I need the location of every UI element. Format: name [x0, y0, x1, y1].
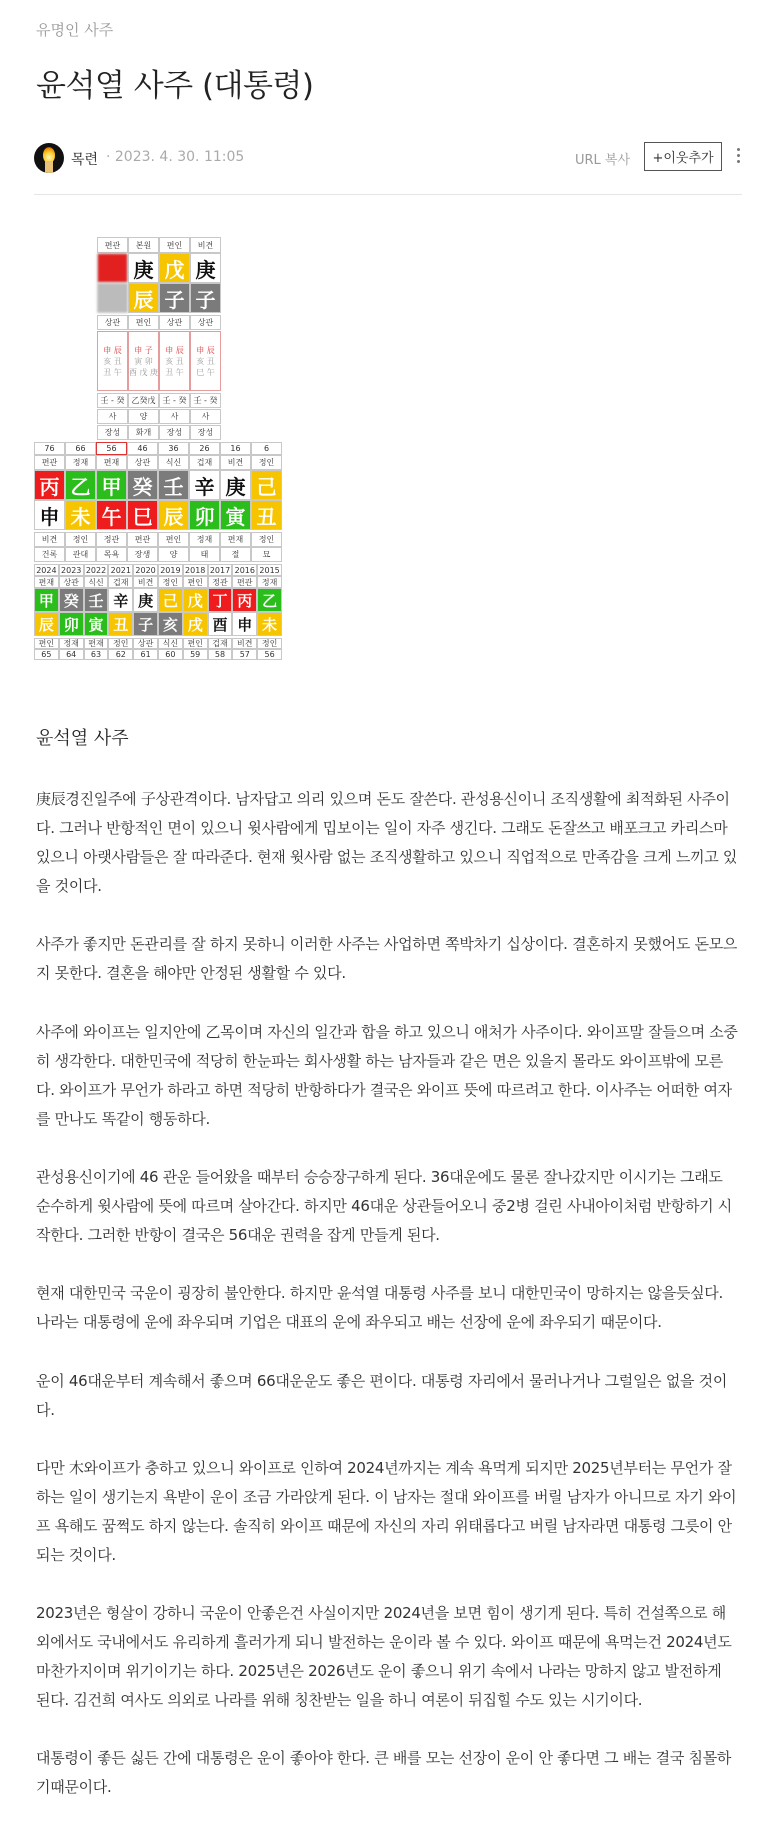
daeun-stem: 甲 [96, 470, 127, 500]
year-branch: 卯 [59, 612, 84, 636]
unseong: 양 [128, 409, 159, 424]
year-branch: 酉 [208, 612, 233, 636]
daeun-bottom2: 장생 [127, 547, 158, 562]
year-top: 편관 [232, 576, 257, 588]
year-bottom: 비견 [232, 638, 257, 649]
hidden-stem-text: 申 辰 [103, 345, 122, 355]
daeun-top: 상관 [127, 455, 158, 470]
paragraph: 관성용신이기에 46 관운 들어왔을 때부터 승승장구하게 된다. 36대운에도 물론 잘나갔지만 이시기는 그래도 순수하게 윗사람에 뜻에 따르며 살아간다. 하지만 46대운 상관들어오니 중2병 걸린 사내아이처럼 반항하기 시작한다. 그러한 반항이 결국은 56대운 권력을 잡게 만들게 된다. [36, 1168, 732, 1244]
year-label: 2020 [133, 564, 158, 576]
jijanggan: 壬 - 癸 [159, 393, 190, 408]
year-label: 2022 [84, 564, 109, 576]
paragraph: 운이 46대운부터 계속해서 좋으며 66대운운도 좋은 편이다. 대통령 자리에서 물러나거나 그럴일은 없을 것이다. [36, 1372, 728, 1419]
hidden-stems [159, 331, 190, 391]
pillar-branch: 子 [159, 283, 190, 313]
post-meta [34, 141, 742, 175]
hidden-stem-text: 申 辰 [196, 345, 215, 355]
hidden-stem-text: 丑 午 [165, 367, 184, 377]
year-branch: 戌 [183, 612, 208, 636]
year-age: 58 [208, 649, 233, 660]
year-top: 비견 [133, 576, 158, 588]
daeun-age: 6 [251, 442, 282, 455]
daeun-branch: 未 [65, 500, 96, 530]
daeun-stem: 己 [251, 470, 282, 500]
year-stem: 丁 [208, 588, 233, 612]
year-top: 정인 [158, 576, 183, 588]
daeun-bottom2: 묘 [251, 547, 282, 562]
daeun-top: 비견 [220, 455, 251, 470]
paragraph: 사주에 와이프는 일지안에 乙목이며 자신의 일간과 합을 하고 있으니 애처가 사주이다. 와이프말 잘들으며 소중히 생각한다. 대한민국에 적당히 한눈파는 회사생활 하는 남자들과 같은 면은 있을지 몰라도 와이프밖에 모른다. 와이프가 무언가 하라고 하면 적당히 반항하다가 결국은 와이프 뜻에 따르려고 한다. 이사주는 어떠한 여자를 만나도 똑같이 행동하다. [36, 1023, 738, 1128]
hidden-stem-text: 寅 卯 [134, 356, 153, 366]
year-age: 59 [183, 649, 208, 660]
daeun-bottom1: 편재 [220, 532, 251, 547]
paragraph: 2023년은 형살이 강하니 국운이 안좋은건 사실이지만 2024년을 보면 힘이 생기게 된다. 특히 건설쪽으로 해외에서도 국내에서도 유리하게 흘러가게 되니 발전하는 운이라 볼 수 있다. 와이프 때문에 욕먹는건 2024년도 마찬가지이며 위기이기는 하다. 2025년은 2026년도 운이 좋으니 위기 속에서 나라는 망하지 않고 발전하게 된다. 김건희 여사도 의외로 나라를 위해 칭찬받는 일을 하니 여론이 뒤집힐 수도 있는 시기이다. [36, 1604, 732, 1709]
year-top: 정재 [257, 576, 282, 588]
daeun-bottom1: 정인 [251, 532, 282, 547]
year-label: 2016 [232, 564, 257, 576]
year-stem: 壬 [84, 588, 109, 612]
hidden-stem-text: 申 子 [134, 345, 153, 355]
daeun-age: 16 [220, 442, 251, 455]
daeun-bottom2: 목욕 [96, 547, 127, 562]
year-label: 2023 [59, 564, 84, 576]
year-top: 편재 [34, 576, 59, 588]
pillar-branch: 子 [190, 283, 221, 313]
hidden-stem-text: 亥 丑 [196, 356, 215, 366]
daeun-age: 46 [127, 442, 158, 455]
hidden-stems [97, 331, 128, 391]
pillar-shipsin: 상관 [97, 315, 128, 330]
sinsal: 장성 [97, 425, 128, 440]
post-category[interactable]: 유명인 사주 [36, 21, 114, 39]
year-stem: 丙 [232, 588, 257, 612]
year-bottom: 정인 [108, 638, 133, 649]
daeun-top: 식신 [158, 455, 189, 470]
hidden-stem-text: 亥 丑 [165, 356, 184, 366]
pillar-stem: 戊 [159, 253, 190, 283]
year-branch: 辰 [34, 612, 59, 636]
year-bottom: 편인 [183, 638, 208, 649]
year-stem: 戊 [183, 588, 208, 612]
year-age: 63 [84, 649, 109, 660]
year-age: 62 [108, 649, 133, 660]
daeun-top: 편관 [34, 455, 65, 470]
year-top: 식신 [84, 576, 109, 588]
daeun-bottom2: 관대 [65, 547, 96, 562]
paragraph: 사주가 좋지만 돈관리를 잘 하지 못하니 이러한 사주는 사업하면 쪽박차기 십상이다. 결혼하지 못했어도 돈모으지 못한다. 결혼을 해야만 안정된 생활할 수 있다. [36, 935, 738, 982]
year-branch: 子 [133, 612, 158, 636]
daeun-top: 편재 [96, 455, 127, 470]
daeun-age: 76 [34, 442, 65, 455]
author-name[interactable]: 목련 [71, 152, 99, 168]
paragraph: 다만 木와이프가 충하고 있으니 와이프로 인하여 2024년까지는 계속 욕먹게 되지만 2025년부터는 무언가 잘하는 일이 생기는지 욕받이 운이 조금 가라앉게 된다. 이 남자는 절대 와이프를 버릴 남자가 아니므로 자기 와이프 욕해도 꿈쩍도 하지 않는다. 솔직히 와이프 때문에 자신의 자리 위태롭다고 버릴 남자라면 대통령 그릇이 안 되는 것이다. [36, 1459, 737, 1564]
hidden-stem-text: 亥 丑 [103, 356, 122, 366]
hidden-stems [190, 331, 221, 391]
year-bottom: 편재 [84, 638, 109, 649]
year-stem: 己 [158, 588, 183, 612]
daeun-bottom1: 편인 [158, 532, 189, 547]
pillar-branch: 辰 [128, 283, 159, 313]
year-branch: 申 [232, 612, 257, 636]
year-label: 2024 [34, 564, 59, 576]
paragraph: 현재 대한민국 국운이 굉장히 불안한다. 하지만 윤석열 대통령 사주를 보니 대한민국이 망하지는 않을듯싶다. 나라는 대통령에 운에 좌우되며 기업은 대표의 운에 좌우되고 배는 선장에 운에 좌우되기 때문이다. [36, 1284, 723, 1331]
year-branch: 丑 [108, 612, 133, 636]
pillar-header: 편인 [159, 237, 190, 253]
daeun-stem: 乙 [65, 470, 96, 500]
pillar-header: 편관 [97, 237, 128, 253]
year-age: 57 [232, 649, 257, 660]
hidden-stem-text: 巳 午 [196, 367, 215, 377]
daeun-top: 겁재 [189, 455, 220, 470]
year-top: 겁재 [108, 576, 133, 588]
daeun-stem: 丙 [34, 470, 65, 500]
year-label: 2015 [257, 564, 282, 576]
daeun-bottom1: 편관 [127, 532, 158, 547]
daeun-stem: 庚 [220, 470, 251, 500]
hidden-stem-text: 申 辰 [165, 345, 184, 355]
daeun-branch: 午 [96, 500, 127, 530]
year-age: 65 [34, 649, 59, 660]
year-stem: 乙 [257, 588, 282, 612]
daeun-branch: 卯 [189, 500, 220, 530]
hidden-stem-text: 酉 戊 庚 [128, 367, 159, 377]
year-stem: 辛 [108, 588, 133, 612]
year-bottom: 정재 [59, 638, 84, 649]
year-bottom: 상관 [133, 638, 158, 649]
year-label: 2021 [108, 564, 133, 576]
paragraph: 庚辰경진일주에 子상관격이다. 남자답고 의리 있으며 돈도 잘쓴다. 관성용신이니 조직생활에 최적화된 사주이다. 그러나 반항적인 면이 있으니 윗사람에게 밉보이는 일이 자주 생긴다. 그래도 돈잘쓰고 배포크고 카리스마 있으니 아랫사람들은 잘 따라준다. 현재 윗사람 없는 조직생활하고 있으니 직업적으로 만족감을 크게 느끼고 있을 것이다. [36, 790, 738, 895]
daeun-age: 36 [158, 442, 189, 455]
avatar[interactable] [34, 143, 64, 173]
pillar-shipsin: 상관 [190, 315, 221, 330]
more-options-icon[interactable] [734, 146, 742, 168]
daeun-bottom1: 비견 [34, 532, 65, 547]
year-top: 상관 [59, 576, 84, 588]
daeun-age: 56 [96, 442, 127, 455]
daeun-bottom2: 건록 [34, 547, 65, 562]
year-branch: 未 [257, 612, 282, 636]
daeun-stem: 癸 [127, 470, 158, 500]
year-branch: 寅 [84, 612, 109, 636]
year-bottom: 정인 [257, 638, 282, 649]
daeun-top: 정인 [251, 455, 282, 470]
post-title: 윤석열 사주 (대통령) [36, 68, 314, 104]
pillar-stem: 庚 [190, 253, 221, 283]
daeun-bottom2: 태 [189, 547, 220, 562]
pillar-shipsin: 상관 [159, 315, 190, 330]
year-stem: 庚 [133, 588, 158, 612]
daeun-branch: 丑 [251, 500, 282, 530]
year-bottom: 겁재 [208, 638, 233, 649]
year-label: 2019 [158, 564, 183, 576]
pillar-header: 본원 [128, 237, 159, 253]
header-divider [34, 194, 742, 195]
hidden-stem-text: 丑 午 [103, 367, 122, 377]
year-stem: 癸 [59, 588, 84, 612]
pillar-header: 비견 [190, 237, 221, 253]
daeun-bottom2: 양 [158, 547, 189, 562]
unseong: 사 [97, 409, 128, 424]
year-bottom: 식신 [158, 638, 183, 649]
jijanggan: 乙癸戊 [128, 393, 159, 408]
year-age: 56 [257, 649, 282, 660]
url-copy-button[interactable]: URL 복사 [575, 153, 631, 168]
daeun-top: 정재 [65, 455, 96, 470]
daeun-age: 26 [189, 442, 220, 455]
daeun-branch: 申 [34, 500, 65, 530]
unseong: 사 [159, 409, 190, 424]
year-age: 60 [158, 649, 183, 660]
daeun-bottom1: 정관 [96, 532, 127, 547]
pillar-stem: 庚 [128, 253, 159, 283]
paragraph: 대통령이 좋든 싫든 간에 대통령은 운이 좋아야 한다. 큰 배를 모는 선장이 운이 안 좋다면 그 배는 결국 침몰하기때문이다. [36, 1749, 732, 1796]
year-label: 2017 [208, 564, 233, 576]
section-title: 윤석열 사주 [36, 728, 129, 749]
daeun-bottom1: 정재 [189, 532, 220, 547]
sinsal: 장성 [190, 425, 221, 440]
year-top: 정관 [208, 576, 233, 588]
daeun-branch: 巳 [127, 500, 158, 530]
daeun-age: 66 [65, 442, 96, 455]
year-bottom: 편인 [34, 638, 59, 649]
daeun-branch: 辰 [158, 500, 189, 530]
year-top: 편인 [183, 576, 208, 588]
jijanggan: 壬 - 癸 [97, 393, 128, 408]
unseong: 사 [190, 409, 221, 424]
pillar-stem [97, 253, 128, 283]
post-date: · 2023. 4. 30. 11:05 [106, 149, 245, 165]
candle-icon [45, 161, 53, 173]
year-age: 61 [133, 649, 158, 660]
daeun-bottom1: 정인 [65, 532, 96, 547]
pillar-branch [97, 283, 128, 313]
add-neighbor-button[interactable]: +이웃추가 [644, 142, 722, 171]
pillar-shipsin: 편인 [128, 315, 159, 330]
year-label: 2018 [183, 564, 208, 576]
sinsal: 화개 [128, 425, 159, 440]
daeun-branch: 寅 [220, 500, 251, 530]
daeun-bottom2: 절 [220, 547, 251, 562]
jijanggan: 壬 - 癸 [190, 393, 221, 408]
year-branch: 亥 [158, 612, 183, 636]
sinsal: 장성 [159, 425, 190, 440]
daeun-stem: 辛 [189, 470, 220, 500]
hidden-stems [128, 331, 159, 391]
year-stem: 甲 [34, 588, 59, 612]
year-age: 64 [59, 649, 84, 660]
daeun-stem: 壬 [158, 470, 189, 500]
